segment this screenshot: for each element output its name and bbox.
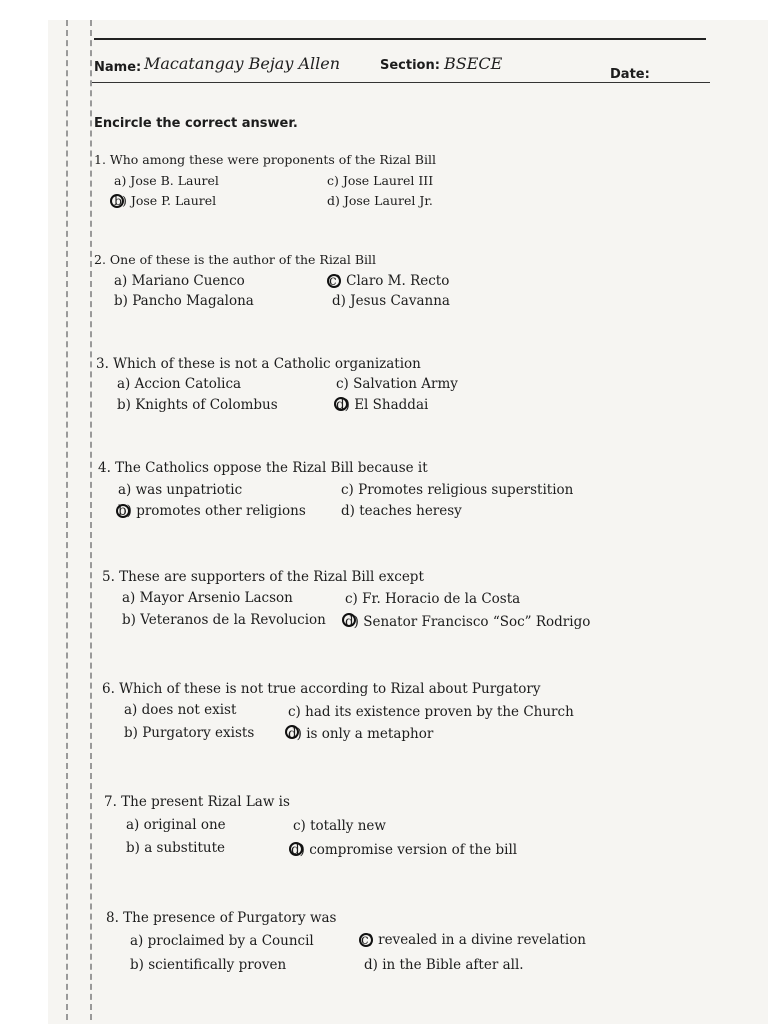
option-2a[interactable]: a) Mariano Cuenco — [114, 273, 245, 289]
option-8b[interactable]: b) scientifically proven — [130, 957, 287, 973]
worksheet-paper — [48, 20, 768, 1024]
answer-circle-mark — [327, 274, 341, 288]
answer-circle-mark — [342, 613, 356, 627]
option-8a[interactable]: a) proclaimed by a Council — [130, 933, 314, 949]
option-6d[interactable]: d) is only a metaphor — [288, 726, 434, 742]
answer-circle-mark — [116, 504, 130, 518]
option-5c[interactable]: c) Fr. Horacio de la Costa — [345, 591, 521, 607]
option-2b[interactable]: b) Pancho Magalona — [114, 293, 254, 309]
option-1a[interactable]: a) Jose B. Laurel — [114, 173, 219, 188]
date-label: Date: — [610, 67, 650, 82]
section-value: BSECE — [444, 54, 503, 73]
question-4: 4. The Catholics oppose the Rizal Bill because it — [98, 460, 428, 476]
option-4b[interactable]: b) promotes other religions — [118, 503, 306, 519]
question-3: 3. Which of these is not a Catholic organization — [96, 356, 421, 372]
option-3b[interactable]: b) Knights of Colombus — [117, 397, 278, 413]
option-8d[interactable]: d) in the Bible after all. — [364, 957, 524, 973]
option-5d[interactable]: d) Senator Francisco “Soc” Rodrigo — [345, 614, 591, 630]
question-5: 5. These are supporters of the Rizal Bill except — [102, 569, 424, 585]
option-4a[interactable]: a) was unpatriotic — [118, 482, 243, 498]
option-3a[interactable]: a) Accion Catolica — [117, 376, 242, 392]
answer-circle-mark — [334, 397, 348, 411]
option-7b[interactable]: b) a substitute — [126, 840, 226, 856]
option-8c[interactable]: c) revealed in a divine revelation — [361, 932, 586, 948]
question-7: 7. The present Rizal Law is — [104, 794, 290, 810]
perforation-line — [66, 20, 68, 1020]
question-6: 6. Which of these is not true according to Rizal about Purgatory — [102, 681, 541, 697]
option-1d[interactable]: d) Jose Laurel Jr. — [327, 193, 433, 208]
option-6c[interactable]: c) had its existence proven by the Church — [288, 704, 574, 720]
option-6b[interactable]: b) Purgatory exists — [124, 725, 255, 741]
instructions: Encircle the correct answer. — [94, 116, 298, 131]
option-4d[interactable]: d) teaches heresy — [341, 503, 462, 519]
answer-circle-mark — [110, 194, 124, 208]
section-label: Section: — [380, 58, 440, 73]
question-1: 1. Who among these were proponents of the Rizal Bill — [94, 152, 436, 167]
option-3c[interactable]: c) Salvation Army — [336, 376, 458, 392]
option-6a[interactable]: a) does not exist — [124, 702, 237, 718]
option-4c[interactable]: c) Promotes religious superstition — [341, 482, 574, 498]
option-7d[interactable]: d) compromise version of the bill — [291, 842, 518, 858]
name-value: Macatangay Bejay Allen — [144, 54, 341, 73]
answer-circle-mark — [359, 933, 373, 947]
top-rule — [94, 38, 706, 40]
option-5b[interactable]: b) Veteranos de la Revolucion — [122, 612, 326, 628]
answer-circle-mark — [285, 725, 299, 739]
option-2c[interactable]: c) Claro M. Recto — [329, 273, 450, 289]
option-3d[interactable]: d) El Shaddai — [336, 397, 429, 413]
option-1c[interactable]: c) Jose Laurel III — [327, 173, 434, 188]
question-2: 2. One of these is the author of the Rizal Bill — [94, 252, 377, 267]
option-1b[interactable]: b) Jose P. Laurel — [114, 193, 217, 208]
option-2d[interactable]: d) Jesus Cavanna — [332, 293, 450, 309]
option-7a[interactable]: a) original one — [126, 817, 226, 833]
header-rule — [92, 82, 710, 83]
option-5a[interactable]: a) Mayor Arsenio Lacson — [122, 590, 293, 606]
option-7c[interactable]: c) totally new — [293, 818, 386, 834]
answer-circle-mark — [289, 842, 303, 856]
question-8: 8. The presence of Purgatory was — [106, 910, 337, 926]
perforation-line — [90, 20, 92, 1020]
name-label: Name: — [94, 60, 142, 75]
